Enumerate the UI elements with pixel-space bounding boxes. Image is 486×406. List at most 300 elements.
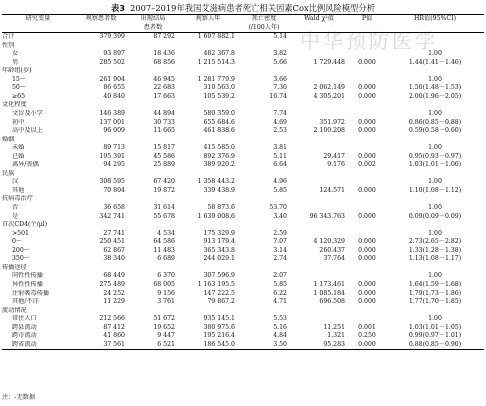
table-cell: 4.84	[273, 332, 287, 340]
table-row	[2, 213, 484, 222]
row-label: 异性性传播	[12, 280, 43, 288]
table-cell	[386, 221, 484, 230]
table-cell: 1.321	[327, 332, 345, 340]
table-cell: 94 295	[103, 161, 125, 169]
table-cell: 380 975.6	[203, 323, 235, 331]
table-cell: 2.74	[273, 255, 287, 263]
column-header: 死亡密度	[238, 15, 290, 24]
row-label: 年龄组(岁)	[2, 67, 32, 75]
table-cell	[348, 204, 386, 213]
column-header: 观察患者数	[74, 15, 128, 24]
row-label: 男	[12, 58, 19, 66]
table-cell	[74, 170, 128, 179]
row-label: 抗病毒治疗	[2, 195, 33, 203]
table-cell: 1.10(1.08－1.12)	[408, 186, 462, 194]
table-cell	[386, 307, 484, 316]
table-cell: 30 733	[153, 118, 175, 126]
table-cell: 5.66	[273, 58, 287, 66]
row-label: 跨县流动	[12, 323, 37, 331]
table-cell: 37 561	[74, 341, 128, 350]
table-row	[2, 50, 484, 59]
table-cell: 6.64	[273, 161, 287, 169]
table-cell: 93 897	[103, 50, 125, 58]
table-cell	[290, 33, 348, 42]
table-cell	[128, 101, 178, 110]
table-cell: 68 449	[103, 272, 125, 280]
table-cell	[128, 42, 178, 51]
row-label: 汉	[12, 178, 19, 186]
table-cell: 0.000	[358, 212, 376, 220]
table-cell: 655 684.6	[203, 118, 235, 126]
table-row	[2, 161, 484, 170]
row-label: 注射吸毒传播	[12, 289, 50, 297]
table-cell: 1.00	[428, 144, 442, 152]
table-cell: 186 545.0	[178, 341, 238, 350]
column-header-sub	[2, 24, 74, 33]
row-label: 离异/丧偶	[12, 161, 39, 169]
table-cell: 3.14	[273, 246, 287, 254]
table-cell	[74, 221, 128, 230]
table-cell: 1.33(1.28－1.38)	[408, 246, 462, 254]
table-cell: 195 216.4	[203, 332, 235, 340]
table-cell: 1.00	[428, 75, 442, 83]
table-cell: 124.571	[319, 186, 345, 194]
table-cell: 58 873.6	[207, 204, 235, 212]
table-cell	[74, 307, 128, 316]
row-label: 跨市流动	[12, 332, 37, 340]
table-cell: 1 215 514.3	[197, 58, 235, 66]
table-row	[2, 324, 484, 333]
column-header: 观察人年	[178, 15, 238, 24]
table-cell: 40 840	[103, 92, 125, 100]
table-cell: 261 904	[99, 75, 125, 83]
table-row	[2, 247, 484, 256]
table-cell	[238, 136, 290, 145]
table-row	[2, 255, 484, 264]
table-cell: 25 889	[153, 161, 175, 169]
table-cell	[348, 315, 386, 324]
table-cell	[348, 230, 386, 239]
table-row	[2, 204, 484, 213]
table-row	[2, 119, 484, 128]
table-cell	[74, 264, 128, 273]
table-row	[2, 221, 484, 230]
table-cell	[238, 170, 290, 179]
table-cell: 7.07	[273, 238, 287, 246]
table-cell: 1.00	[428, 50, 442, 58]
table-cell	[290, 101, 348, 110]
table-cell: 5.85	[273, 186, 287, 194]
table-cell: 3.40	[273, 212, 287, 220]
table-cell: 4.71	[273, 298, 287, 306]
row-label: 200～	[12, 246, 30, 254]
table-cell: 365 343.8	[203, 246, 235, 254]
table-cell: 9 156	[157, 289, 175, 297]
table-cell: 70 804	[103, 186, 125, 194]
table-cell	[178, 307, 238, 316]
table-row	[2, 144, 484, 153]
table-cell: 2.00(1.96－2.05)	[408, 92, 462, 100]
table-cell: 1 281 779.9	[197, 75, 235, 83]
table-body	[2, 33, 484, 350]
table-cell: 9 447	[157, 332, 175, 340]
table-cell: 4 305.201	[313, 92, 345, 100]
table-cell	[74, 101, 128, 110]
row-label: 50～	[12, 84, 27, 92]
table-cell	[348, 33, 386, 42]
table-cell: 913 179.4	[203, 238, 235, 246]
table-cell: 7.74	[273, 110, 287, 118]
table-cell: 0.000	[358, 152, 376, 160]
column-header-sub	[74, 24, 128, 33]
table-cell	[238, 67, 290, 76]
column-header-sub: 患者数	[128, 24, 178, 33]
table-cell: 7.30	[273, 84, 287, 92]
row-label: 女	[12, 50, 19, 58]
table-cell: 67 420	[153, 178, 175, 186]
table-cell: 0.000	[358, 238, 376, 246]
column-header-sub	[348, 24, 386, 33]
column-header-sub	[178, 24, 238, 33]
table-row	[2, 42, 484, 51]
table-cell	[178, 42, 238, 51]
table-cell: 0.000	[358, 255, 376, 263]
table-cell: 11.251	[323, 323, 345, 331]
table-cell: 1.03(1.01－1.05)	[408, 323, 462, 331]
table-cell	[348, 76, 386, 85]
row-label: 350～	[12, 255, 30, 263]
table-row	[2, 76, 484, 85]
table-cell: 892 376.9	[203, 152, 235, 160]
table-cell: 0.000	[358, 58, 376, 66]
table-cell: 22 683	[153, 84, 175, 92]
column-header: 研究变量	[2, 15, 74, 24]
table-cell	[290, 204, 348, 213]
table-cell: 0.250	[358, 332, 376, 340]
table-row	[2, 238, 484, 247]
table-cell: 1.64(1.59－1.68)	[408, 280, 462, 288]
table-row	[2, 187, 484, 196]
table-cell: 9.176	[327, 161, 345, 169]
table-cell: 87 292	[153, 33, 175, 41]
table-cell: 68 856	[153, 58, 175, 66]
table-cell: 342 741	[99, 212, 125, 220]
table-cell	[348, 110, 386, 119]
table-cell: 1 085.184	[313, 289, 345, 297]
table-cell: 89 713	[103, 144, 125, 152]
table-cell: 105 539.2	[203, 92, 235, 100]
row-label: 首次CD4(个/μl)	[2, 221, 48, 229]
table-row	[2, 264, 484, 273]
table-cell	[386, 170, 484, 179]
table-cell	[178, 195, 238, 204]
table-row	[2, 290, 484, 299]
table-cell	[128, 307, 178, 316]
table-row	[2, 127, 484, 136]
table-cell: 5.53	[273, 315, 287, 323]
table-cell: 1.00	[428, 204, 442, 212]
table-row	[2, 170, 484, 179]
table-cell	[348, 178, 386, 187]
row-label: 传播途径	[2, 263, 27, 271]
table-cell: 6.22	[273, 289, 287, 297]
column-header: P值	[348, 15, 386, 24]
table-cell	[290, 144, 348, 153]
table-cell: 1 729.448	[313, 58, 345, 66]
table-cell	[386, 42, 484, 51]
table-cell	[290, 170, 348, 179]
table-row	[2, 101, 484, 110]
table-cell: 5.16	[273, 323, 287, 331]
table-cell: 27 741	[103, 229, 125, 237]
table-cell: 79 867.2	[207, 298, 235, 306]
table-cell: 5.85	[273, 280, 287, 288]
table-cell: 96 009	[103, 127, 125, 135]
table-cell: 29.417	[323, 152, 345, 160]
table-cell: 250 451	[99, 238, 125, 246]
table-cell: 275 489	[99, 280, 125, 288]
table-cell	[128, 136, 178, 145]
table-cell: 1.00	[428, 272, 442, 280]
table-row	[2, 332, 484, 341]
table-cell: 37.764	[323, 255, 345, 263]
table-cell: 64 586	[153, 238, 175, 246]
table-note: 注：-无数据	[2, 394, 36, 401]
table-cell: 44 894	[153, 110, 175, 118]
table-cell	[348, 221, 386, 230]
row-label: 初中	[12, 118, 25, 126]
table-cell	[128, 67, 178, 76]
table-cell: 41 860	[103, 332, 125, 340]
table-row	[2, 298, 484, 307]
table-cell	[128, 221, 178, 230]
table-cell	[348, 170, 386, 179]
table-header	[2, 15, 484, 33]
table-cell: 36 658	[103, 204, 125, 212]
table-cell: 1.50(1.48－1.53)	[408, 84, 462, 92]
table-cell	[348, 42, 386, 51]
table-cell: 62 867	[103, 246, 125, 254]
table-row	[2, 84, 484, 93]
table-cell	[348, 272, 386, 281]
caption-label: 表3	[110, 3, 126, 13]
table-cell: 0.000	[348, 341, 386, 350]
table-cell	[178, 221, 238, 230]
table-cell	[290, 136, 348, 145]
table-cell: 0.000	[358, 280, 376, 288]
table-cell: 0.99(0.97－1.01)	[408, 332, 462, 340]
row-label: 跨省流动	[2, 341, 74, 350]
table-cell: 461 838.6	[203, 127, 235, 135]
table-cell	[348, 144, 386, 153]
table-cell	[290, 42, 348, 51]
table-cell: 31 614	[153, 204, 175, 212]
table-cell: 1.79(1.73－1.86)	[408, 289, 462, 297]
table-cell: 351.972	[319, 118, 345, 126]
table-cell: 0.000	[358, 92, 376, 100]
table-cell	[386, 136, 484, 145]
table-cell: 389 920.2	[203, 161, 235, 169]
table-cell	[348, 195, 386, 204]
table-cell: 0.000	[358, 246, 376, 254]
table-cell	[238, 42, 290, 51]
column-header: Wald χ²值	[290, 15, 348, 24]
row-label: 民族	[2, 169, 15, 177]
table-row	[2, 341, 484, 350]
table-cell: 1.03(1.01－1.06)	[408, 161, 462, 169]
table-cell: 285 502	[99, 58, 125, 66]
row-label: 合计	[2, 33, 15, 41]
table-cell	[386, 195, 484, 204]
table-cell: 1.77(1.70－1.85)	[408, 298, 462, 306]
table-row	[2, 195, 484, 204]
table-cell: 0.000	[358, 84, 376, 92]
table-cell	[348, 264, 386, 273]
row-label: 0～	[12, 238, 23, 246]
table-cell: 55 678	[153, 212, 175, 220]
row-label: 15～	[12, 75, 27, 83]
table-cell: 3.66	[273, 75, 287, 83]
table-cell: 1 163 195.5	[197, 280, 235, 288]
table-row	[2, 33, 484, 42]
table-cell	[290, 315, 348, 324]
table-cell: 3.81	[273, 144, 287, 152]
table-cell: 3 761	[157, 298, 175, 306]
table-cell: 2 100.208	[313, 127, 345, 135]
table-cell: 96 343.763	[309, 212, 345, 220]
table-cell	[290, 195, 348, 204]
table-cell	[290, 264, 348, 273]
column-header-sub	[386, 24, 484, 33]
table-caption	[0, 3, 486, 13]
table-cell: 696.508	[319, 298, 345, 306]
table-cell	[128, 195, 178, 204]
table-cell	[128, 170, 178, 179]
table-cell: 0.000	[358, 118, 376, 126]
table-row	[2, 153, 484, 162]
table-cell: 53.70	[269, 204, 287, 212]
table-cell	[290, 178, 348, 187]
table-row	[2, 59, 484, 68]
table-cell	[74, 42, 128, 51]
table-cell	[348, 50, 386, 59]
table-cell: 5.14	[273, 33, 287, 41]
table-cell: 310 563.0	[203, 84, 235, 92]
table-row	[2, 67, 484, 76]
table-cell: 137 001	[99, 118, 125, 126]
column-header-sub	[290, 24, 348, 33]
table-cell: 19 872	[153, 186, 175, 194]
table-row	[2, 178, 484, 187]
table-cell: 0.59(0.58－0.60)	[408, 127, 462, 135]
table-cell: 1 358 443.2	[197, 178, 235, 186]
row-label: ≥65	[12, 92, 26, 100]
table-cell	[178, 264, 238, 273]
table-row	[2, 307, 484, 316]
table-cell: 146 389	[99, 110, 125, 118]
column-header: HR值(95%CI)	[386, 15, 484, 24]
table-cell: 68 005	[153, 280, 175, 288]
table-cell: 5.11	[273, 152, 287, 160]
column-header: 出现结局	[128, 15, 178, 24]
row-label: 文盲及小学	[12, 110, 43, 118]
table-cell: 195 391	[99, 152, 125, 160]
row-label: 同性性传播	[12, 272, 43, 280]
table-cell: 4.69	[273, 118, 287, 126]
row-label: 否	[12, 204, 19, 212]
table-cell: 0.002	[358, 161, 376, 169]
table-cell: 86 655	[103, 84, 125, 92]
table-cell	[178, 101, 238, 110]
table-cell	[238, 195, 290, 204]
table-cell: 1.00	[428, 110, 442, 118]
table-cell: 1.13(1.08－1.17)	[408, 255, 462, 263]
row-label: 未婚	[12, 144, 25, 152]
table-cell: 3.50	[238, 341, 290, 350]
table-cell: 19 652	[153, 323, 175, 331]
table-cell: 18 436	[153, 50, 175, 58]
table-cell: 307 596.9	[203, 272, 235, 280]
table-cell: 46 945	[153, 75, 175, 83]
table-cell	[348, 136, 386, 145]
table-cell	[348, 101, 386, 110]
table-cell	[178, 136, 238, 145]
table-cell: 0.000	[358, 127, 376, 135]
table-cell	[386, 67, 484, 76]
table-cell: 0.95(0.93－0.97)	[408, 152, 462, 160]
table-row	[2, 136, 484, 145]
column-header-sub: (/100人年)	[238, 24, 290, 33]
table-row	[2, 110, 484, 119]
table-cell	[348, 307, 386, 316]
table-cell: 1 173.461	[313, 280, 345, 288]
table-cell: 2.07	[273, 272, 287, 280]
caption-title: 2007–2019年我国艾滋病患者死亡相关因素Cox比例风险模型分析	[130, 3, 375, 13]
row-label: 流动情况	[2, 306, 27, 314]
table-cell: 11 665	[153, 127, 175, 135]
table-cell: 0.000	[358, 186, 376, 194]
table-cell: 95.283	[290, 341, 348, 350]
table-cell	[386, 264, 484, 273]
table-cell: 6 689	[157, 255, 175, 263]
row-label: >501	[12, 229, 29, 237]
cox-regression-table	[2, 14, 484, 350]
table-cell: 308 595	[99, 178, 125, 186]
table-cell: 2.53	[273, 127, 287, 135]
table-cell: 3.82	[273, 50, 287, 58]
row-label: 婚姻	[2, 135, 15, 143]
table-cell: 51 672	[153, 315, 175, 323]
table-cell: 147 222.5	[203, 289, 235, 297]
table-row	[2, 272, 484, 281]
table-cell: 6 521	[128, 341, 178, 350]
table-cell: 11 229	[103, 298, 125, 306]
row-label: 其他/不详	[12, 298, 39, 306]
table-cell: 935 145.1	[203, 315, 235, 323]
table-cell: 2.73(2.65－2.82)	[408, 238, 462, 246]
table-cell: 6 370	[157, 272, 175, 280]
table-cell	[74, 136, 128, 145]
table-cell: 260.437	[319, 246, 345, 254]
table-cell: 45 586	[153, 152, 175, 160]
table-cell	[128, 264, 178, 273]
table-cell	[74, 67, 128, 76]
table-cell: 1.00	[428, 315, 442, 323]
table-cell	[386, 33, 484, 42]
table-cell: 1.00	[428, 229, 442, 237]
table-cell: 2.59	[273, 229, 287, 237]
table-cell	[290, 272, 348, 281]
